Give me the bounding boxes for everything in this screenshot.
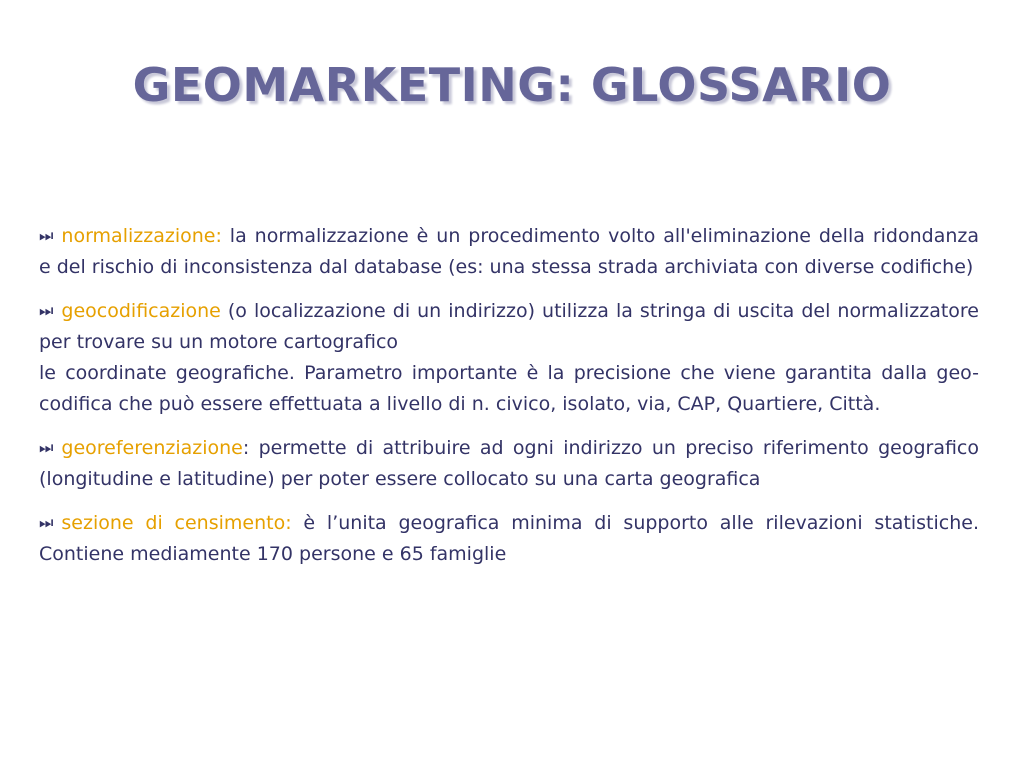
- term-separator: :: [242, 437, 250, 459]
- glossary-definition-continued: le coordinate geografiche. Parametro importante è la precisione che viene garantita dalla geo-codifica che può essere effettuata a livello di n. civico, isolato, via, CAP, Quartiere, Città.: [39, 362, 979, 415]
- glossary-definition: (o localizzazione di un indirizzo) utilizza la stringa di uscita del normalizzatore per trovare su un motore cartografico: [39, 300, 979, 353]
- term-separator: :: [215, 225, 222, 247]
- slide-title: GEOMARKETING: GLOSSARIO: [132, 58, 892, 112]
- glossary-entry-normalizzazione: [39, 220, 979, 283]
- skip-forward-icon: ⏭: [39, 438, 54, 457]
- glossary-definition: è l’unita geografica minima di supporto alle rilevazioni statistiche. Contiene mediamente 170 persone e 65 famiglie: [39, 512, 979, 565]
- glossary-entry-sezione-di-censimento: [39, 507, 979, 570]
- glossary-term: normalizzazione: [61, 225, 216, 247]
- glossary-term: sezione di censimento: [61, 512, 286, 534]
- term-separator: :: [285, 512, 292, 534]
- glossary-entry-geocodificazione: [39, 295, 979, 420]
- glossary-body: [39, 220, 979, 582]
- glossary-definition: permette di attribuire ad ogni indirizzo un preciso riferimento geografico (longitudine e latitudine) per poter essere collocato su una carta geografica: [39, 437, 979, 490]
- skip-forward-icon: ⏭: [39, 301, 54, 320]
- glossary-term: geocodificazione: [61, 300, 221, 322]
- skip-forward-icon: ⏭: [39, 513, 54, 532]
- glossary-entry-georeferenziazione: [39, 432, 979, 495]
- skip-forward-icon: ⏭: [39, 226, 54, 245]
- glossary-term: georeferenziazione: [61, 437, 243, 459]
- glossary-definition: la normalizzazione è un procedimento volto all'eliminazione della ridondanza e del rischio di inconsistenza dal database (es: una stessa strada archiviata con diverse codifiche): [39, 225, 979, 278]
